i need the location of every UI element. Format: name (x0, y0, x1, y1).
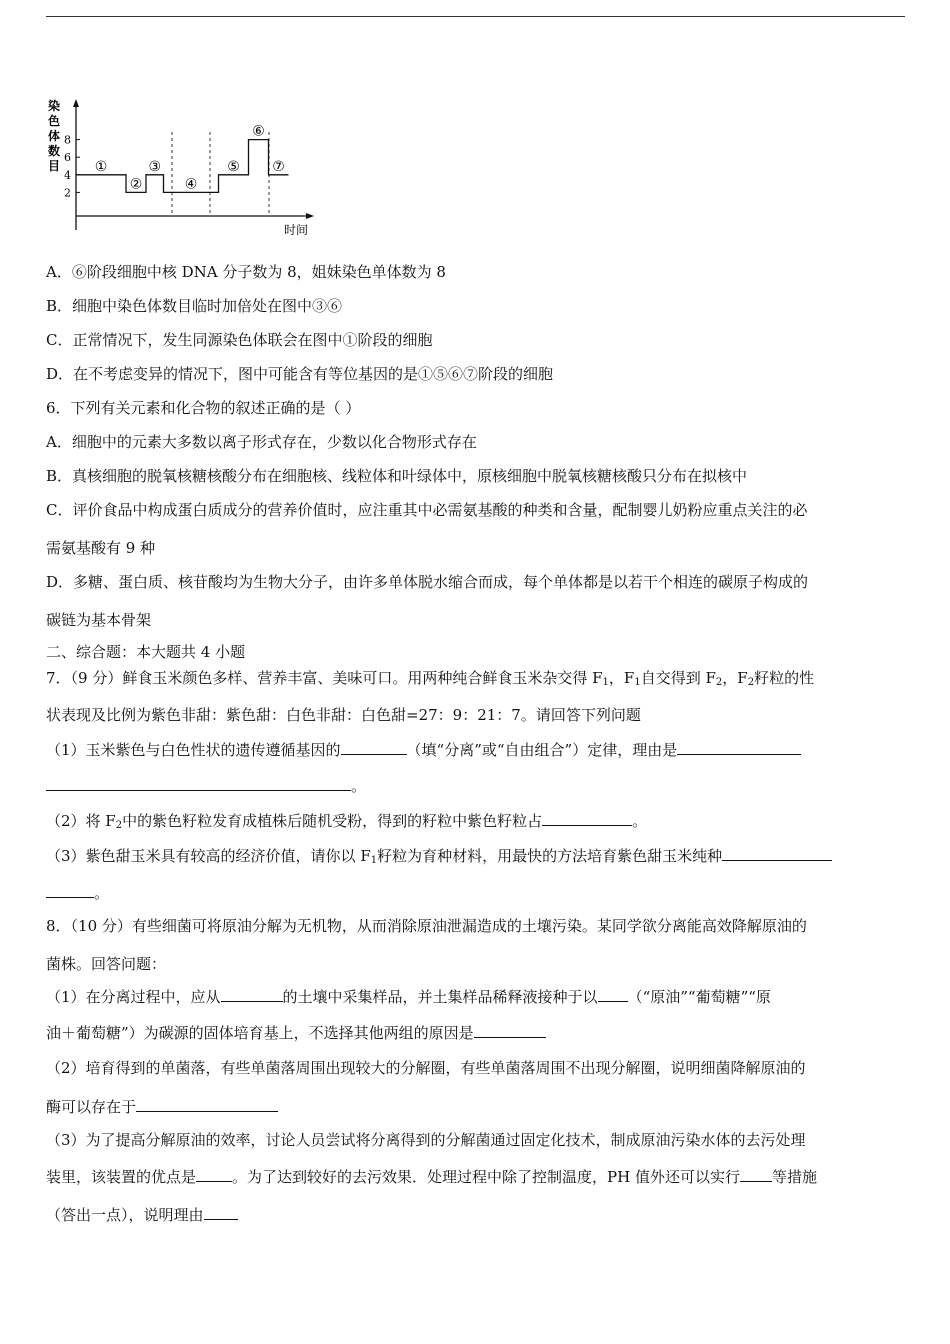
y-axis-label-char: 染 (48, 99, 61, 113)
x-axis-arrow (306, 213, 314, 219)
answer-blank[interactable] (221, 986, 283, 1002)
q8-part2: （2）培育得到的单菌落，有些单菌落周围出现较大的分解圈，有些单菌落周围不出现分解圈，说明细菌降解原油的 (46, 1059, 806, 1077)
q8-part3-continued: 装里，该装置的优点是 。为了达到较好的去污效果．处理过程中除了控制温度，PH 值外还可以实行 等措施 (46, 1168, 817, 1186)
y-tick-label: 6 (64, 151, 71, 165)
q8-part3-continued-2: （答出一点），说明理由 (46, 1204, 238, 1225)
header-rule (46, 16, 905, 17)
y-tick-label: 8 (64, 133, 71, 147)
q7-part3-continued: 。 (46, 882, 109, 903)
q7-part1: （1）玉米紫色与白色性状的遗传遵循基因的 （填“分离”或“自由组合”）定律，理由是 (46, 739, 801, 760)
stage-label: ① (94, 158, 108, 175)
answer-blank[interactable] (46, 882, 94, 898)
answer-blank[interactable] (196, 1166, 232, 1182)
stage-label: ⑤ (227, 158, 240, 175)
stage-label: ⑦ (272, 158, 285, 175)
q7-stem-line1: 7．（9 分）鲜食玉米颜色多样、营养丰富、美味可口。用两种纯合鲜食玉米杂交得 $F_1$，$F_1$自交得到 $F_2$，$F_2$籽粒的性 (46, 669, 815, 688)
q8-part3: （3）为了提高分解原油的效率，讨论人员尝试将分离得到的分解菌通过固定化技术，制成原油污染水体的去污处理 (46, 1131, 806, 1149)
stage-label: ③ (148, 158, 162, 175)
q7-part3: （3）紫色甜玉米具有较高的经济价值，请你以 $F_1$籽粒为育种材料，用最快的方法培育紫色甜玉米纯种 (46, 845, 832, 871)
answer-blank[interactable] (46, 775, 351, 791)
chromosome-chart (44, 96, 334, 241)
q6-option-d-line2: 碳链为基本骨架 (46, 611, 152, 629)
answer-blank[interactable] (598, 986, 628, 1002)
y-axis-label-char: 色 (48, 114, 61, 128)
q5-option-a: A．⑥阶段细胞中核 DNA 分子数为 8，姐妹染色单体数为 8 (46, 263, 446, 281)
q6-option-b: B．真核细胞的脱氧核糖核酸分布在细胞核、线粒体和叶绿体中，原核细胞中脱氧核糖核酸只分布在拟核中 (46, 467, 748, 485)
answer-blank[interactable] (341, 739, 407, 755)
q7-part2: （2）将 $F_2$中的紫色籽粒发育成植株后随机受粉，得到的籽粒中紫色籽粒占 。 (46, 812, 648, 831)
answer-blank[interactable] (474, 1022, 546, 1038)
q7-stem-line2: 状表现及比例为紫色非甜：紫色甜：白色非甜：白色甜=27：9：21：7。请回答下列问题 (46, 706, 641, 724)
answer-blank[interactable] (722, 845, 832, 861)
q8-part2-continued: 酶可以存在于 (46, 1096, 278, 1117)
y-axis-label-char: 目 (48, 159, 61, 173)
q5-option-d: D．在不考虑变异的情况下，图中可能含有等位基因的是①⑤⑥⑦阶段的细胞 (46, 365, 554, 383)
q6-option-c-line1: C．评价食品中构成蛋白质成分的营养价值时，应注重其中必需氨基酸的种类和含量，配制婴儿奶粉应重点关注的必 (46, 501, 808, 519)
q6-option-a: A．细胞中的元素大多数以离子形式存在，少数以化合物形式存在 (46, 433, 477, 451)
answer-blank[interactable] (542, 810, 632, 826)
q8-part1-continued: 油＋葡萄糖”）为碳源的固体培育基上，不选择其他两组的原因是 (46, 1022, 546, 1043)
answer-blank[interactable] (136, 1096, 278, 1112)
q5-option-c: C．正常情况下，发生同源染色体联会在图中①阶段的细胞 (46, 331, 433, 349)
q8-part1: （1）在分离过程中，应从 的土壤中采集样品，并土集样品稀释液接种于以 （“原油”“葡萄糖”“原 (46, 988, 771, 1006)
answer-blank[interactable] (740, 1166, 772, 1182)
y-tick-label: 4 (64, 168, 71, 182)
stage-label: ④ (184, 176, 198, 193)
y-axis-label-char: 数 (48, 144, 61, 158)
answer-blank[interactable] (677, 739, 801, 755)
q6-stem: 6．下列有关元素和化合物的叙述正确的是（ ） (46, 399, 361, 417)
y-axis-label-char: 体 (48, 129, 61, 143)
y-axis-arrow (73, 99, 79, 107)
y-axis-label (47, 98, 60, 173)
stage-label: ② (129, 176, 143, 193)
q6-option-c-line2: 需氨基酸有 9 种 (46, 539, 156, 557)
stage-label: ⑥ (252, 123, 265, 140)
y-tick-label: 2 (64, 186, 71, 200)
q8-stem-line2: 菌株。回答问题： (46, 955, 167, 973)
q7-part1-continued: 。 (46, 775, 366, 796)
q8-stem-line1: 8．（10 分）有些细菌可将原油分解为无机物，从而消除原油泄漏造成的土壤污染。某同学欲分离能高效降解原油的 (46, 917, 807, 935)
answer-blank[interactable] (204, 1204, 238, 1220)
x-axis-label: 时间 (284, 223, 309, 237)
section-heading: 二、综合题：本大题共 4 小题 (46, 643, 246, 661)
q5-option-b: B．细胞中染色体数目临时加倍处在图中③⑥ (46, 297, 343, 315)
chromosome-step-line (76, 140, 289, 193)
q6-option-d-line1: D．多糖、蛋白质、核苷酸均为生物大分子，由许多单体脱水缩合而成，每个单体都是以若干个相连的碳原子构成的 (46, 573, 809, 591)
